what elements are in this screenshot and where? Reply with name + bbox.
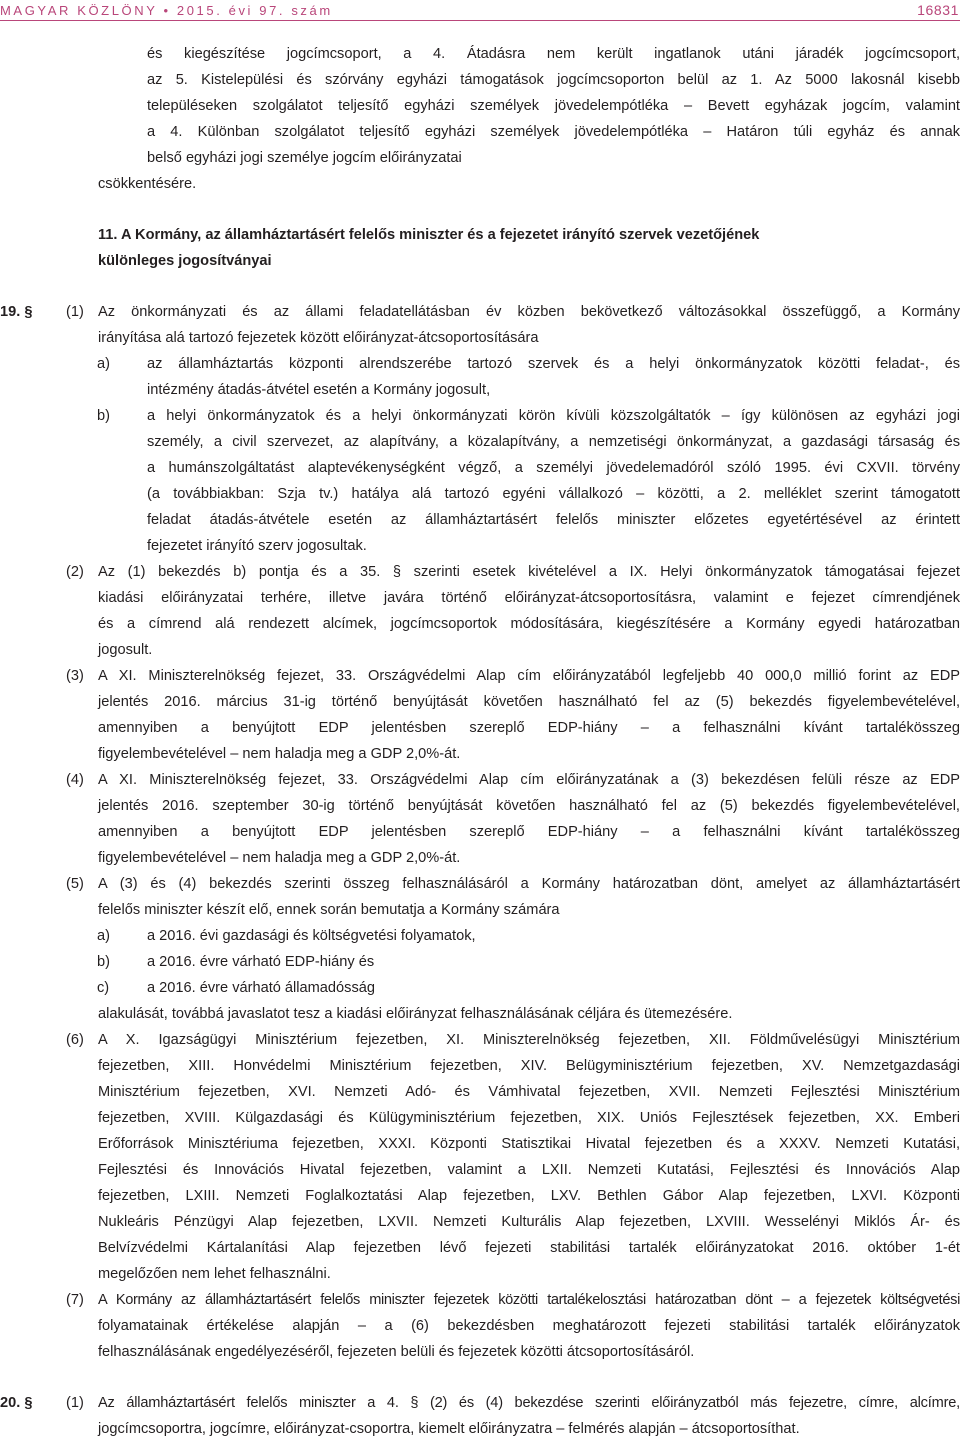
intro-line-2: az 5. Kistelepülési és szórvány egyházi támogatások jogcímcsoporton belül az 1. Az 5000 lakosnál kisebb <box>147 72 960 88</box>
intro-line-5: belső egyházi jogi személye jogcím előirányzatai <box>147 150 462 166</box>
s19-p5-num: (5) <box>66 876 84 892</box>
s19-p6-line-10: megelőzően nem lehet felhasználni. <box>98 1266 331 1282</box>
s19-p1-b-line-6: fejezetet irányító szerv jogosultak. <box>147 538 367 554</box>
s19-p2-line-2: kiadási előirányzatai terhére, illetve javára történő előirányzat-átcsoportosításra, valamint e fejezet címrendjének <box>98 590 960 606</box>
s19-p7-line-3: felhasználásának engedélyezéséről, fejezeten belüli és fejezetek közötti átcsoportosításáról. <box>98 1344 695 1360</box>
s19-p3-num: (3) <box>66 668 84 684</box>
s19-p6-line-2: fejezetben, XIII. Honvédelmi Minisztérium fejezetben, XIV. Belügyminisztérium fejezetben, XV. Nemzetgazdasági <box>98 1058 960 1074</box>
s19-p1-b-line-1: a helyi önkormányzatok és a helyi önkormányzati körön kívüli közszolgáltatók – így különösen az egyházi jogi <box>147 408 960 424</box>
s20-p1-line-2: jogcímcsoportra, jogcímre, előirányzat-csoportra, kiemelt előirányzatra – felmérés alapján – átcsoportosíthat. <box>98 1421 800 1437</box>
s20-p1-line-1: Az államháztartásért felelős miniszter a 4. § (2) és (4) bekezdése szerinti előirányzatból más fejezetre, címre, alcímre, <box>98 1395 960 1411</box>
s19-p4-line-3: amennyiben a benyújtott EDP jelentésben szereplő EDP-hiány – a felhasználni kívánt tartalékösszeg <box>98 824 960 840</box>
s19-p3-line-2: jelentés 2016. március 31-ig történő benyújtását követően használható fel az (5) bekezdés figyelembevételével, <box>98 694 960 710</box>
section-19-number: 19. § <box>0 304 33 320</box>
s19-p1-a-line-2: intézmény átadás-átvétel esetén a Kormány jogosult, <box>147 382 491 398</box>
s19-p2-line-4: jogosult. <box>98 642 153 658</box>
s19-p6-line-4: fejezetben, XVIII. Külgazdasági és Külügyminisztérium fejezetben, XIX. Uniós Fejlesztések fejezetben, XX. Emberi <box>98 1110 960 1126</box>
page-number: 16831 <box>917 2 959 18</box>
issue-label: 2015. évi 97. szám <box>176 3 333 18</box>
s19-p4-line-2: jelentés 2016. szeptember 30-ig történő benyújtását követően használható fel az (5) bekezdés figyelembevételével, <box>98 798 960 814</box>
s19-p5-closing: alakulását, továbbá javaslatot tesz a kiadási előirányzat felhasználásának céljára és ütemezésére. <box>98 1006 733 1022</box>
s19-p1-line-1: Az önkormányzati és az állami feladatellátásban év közben bekövetkező változásokkal összefüggő, a Kormány <box>98 304 960 320</box>
s19-p6-line-5: Erőforrások Minisztériuma fejezetben, XXXI. Központi Statisztikai Hivatal fejezetben és a XXXV. Nemzeti Kutatási, <box>98 1136 960 1152</box>
s19-p5-item-b-text: a 2016. évre várható EDP-hiány és <box>147 954 375 970</box>
intro-line-1: és kiegészítése jogcímcsoport, a 4. Átadásra nem került ingatlanok utáni járadék jogcímcsoport, <box>147 46 960 62</box>
s19-p1-b-line-5: feladat átadás-átvétele esetén az államháztartásért felelős miniszter előzetes egyetértésével az érintett <box>147 512 960 528</box>
s19-p6-line-9: Belvízvédelmi Kártalanítási Alap fejezetben lévő fejezeti stabilitási tartalék előirányzatokat 2016. október 1-ét <box>98 1240 960 1256</box>
s19-p5-item-c-text: a 2016. évre várható államadósság <box>147 980 375 996</box>
s19-p2-line-1: Az (1) bekezdés b) pontja és a 35. § szerinti esetek kivételével a IX. Helyi önkormányzatok támogatásai fejezet <box>98 564 960 580</box>
s19-p5-item-b-label: b) <box>97 954 110 970</box>
s19-p5-item-a-text: a 2016. évi gazdasági és költségvetési folyamatok, <box>147 928 476 944</box>
s19-p1-b-line-4: (a továbbiakban: Szja tv.) hatálya alá tartozó egyéni vállalkozó – közötti, a 2. melléklet szerint támogatott <box>147 486 960 502</box>
s19-p5-line-1: A (3) és (4) bekezdés szerinti összeg felhasználásáról a Kormány határozatban dönt, amelyet az államháztartásért <box>98 876 960 892</box>
s19-p4-num: (4) <box>66 772 84 788</box>
s19-p1-num: (1) <box>66 304 84 320</box>
journal-title: MAGYAR KÖZLÖNY <box>0 3 158 18</box>
s19-p1-line-2: irányítása alá tartozó fejezetek között előirányzat-átcsoportosítására <box>98 330 539 346</box>
s19-p1-a-label: a) <box>97 356 110 372</box>
s19-p4-line-1: A XI. Miniszterelnökség fejezet, 33. Országvédelmi Alap cím előirányzatának a (3) bekezdésen felüli része az EDP <box>98 772 960 788</box>
chapter-title-line-1: 11. A Kormány, az államháztartásért felelős miniszter és a fejezetet irányító szervek vezetőjének <box>98 227 760 243</box>
s19-p1-b-label: b) <box>97 408 110 424</box>
s19-p6-line-1: A X. Igazságügyi Minisztérium fejezetben, XI. Miniszterelnökség fejezetben, XII. Földművelésügyi Minisztérium <box>98 1032 960 1048</box>
s19-p6-line-6: Fejlesztési és Innovációs Hivatal fejezetben, valamint a LXII. Nemzeti Kutatási, Fejlesztési és Innovációs Alap <box>98 1162 960 1178</box>
s19-p3-line-4: figyelembevételével – nem haladja meg a GDP 2,0%-át. <box>98 746 461 762</box>
s19-p4-line-4: figyelembevételével – nem haladja meg a GDP 2,0%-át. <box>98 850 461 866</box>
s19-p7-num: (7) <box>66 1292 84 1308</box>
s19-p5-item-a-label: a) <box>97 928 110 944</box>
s19-p5-item-c-label: c) <box>97 980 110 996</box>
page-header <box>0 0 960 21</box>
s19-p6-line-7: fejezetben, LXIII. Nemzeti Foglalkoztatási Alap fejezetben, LXV. Bethlen Gábor Alap fejezetben, LXVI. Központi <box>98 1188 960 1204</box>
intro-line-3: településeken szolgálatot teljesítő egyházi személyek jövedelempótléka – Bevett egyházak jogcím, valamint <box>147 98 960 114</box>
intro-line-4: a 4. Különban szolgálatot teljesítő egyházi személyek jövedelempótléka – Határon túli egyház és annak <box>147 124 960 140</box>
s19-p6-num: (6) <box>66 1032 84 1048</box>
s19-p3-line-3: amennyiben a benyújtott EDP jelentésben szereplő EDP-hiány – a felhasználni kívánt tartalékösszeg <box>98 720 960 736</box>
journal-header-left <box>0 0 333 24</box>
header-separator: • <box>163 3 171 18</box>
s19-p6-line-8: Nukleáris Pénzügyi Alap fejezetben, LXVII. Nemzeti Kulturális Alap fejezetben, LXVIII. Wesselényi Miklós Ár- és <box>98 1214 960 1230</box>
s19-p1-b-line-3: a humánszolgáltatást alaptevékenységként végző, a személyi jövedelemadóról szóló 1995. évi CXVII. törvény <box>147 460 960 476</box>
s19-p2-num: (2) <box>66 564 84 580</box>
chapter-title-line-2: különleges jogosítványai <box>98 253 272 269</box>
s19-p1-a-line-1: az államháztartás központi alrendszerébe tartozó szervek és a helyi önkormányzatok közötti feladat-, és <box>147 356 960 372</box>
s19-p7-line-1: A Kormány az államháztartásért felelős miniszter fejezetek közötti tartalékelosztási határozatban dönt – a fejezetek költségvetési <box>98 1292 960 1308</box>
s19-p3-line-1: A XI. Miniszterelnökség fejezet, 33. Országvédelmi Alap cím előirányzatából legfeljebb 40 000,0 millió forint az EDP <box>98 668 960 684</box>
s19-p1-b-line-2: személy, a civil szervezet, az alapítvány, a közalapítvány, a nemzetiségi önkormányzat, a gazdasági társaság és <box>147 434 960 450</box>
section-20-number: 20. § <box>0 1395 33 1411</box>
s19-p5-line-2: felelős miniszter készít elő, ennek során bemutatja a Kormány számára <box>98 902 560 918</box>
intro-closing: csökkentésére. <box>98 176 197 192</box>
s19-p7-line-2: folyamatainak értékelése alapján – a (6) bekezdésben meghatározott fejezeti stabilitási tartalék előirányzatok <box>98 1318 960 1334</box>
s20-p1-num: (1) <box>66 1395 84 1411</box>
s19-p6-line-3: Minisztérium fejezetben, XVI. Nemzeti Adó- és Vámhivatal fejezetben, XVII. Nemzeti Fejlesztési Minisztérium <box>98 1084 960 1100</box>
s19-p2-line-3: és a címrend alá rendezett alcímek, jogcímcsoportok módosítására, kiegészítésére a Kormány egyedi határozatban <box>98 616 960 632</box>
